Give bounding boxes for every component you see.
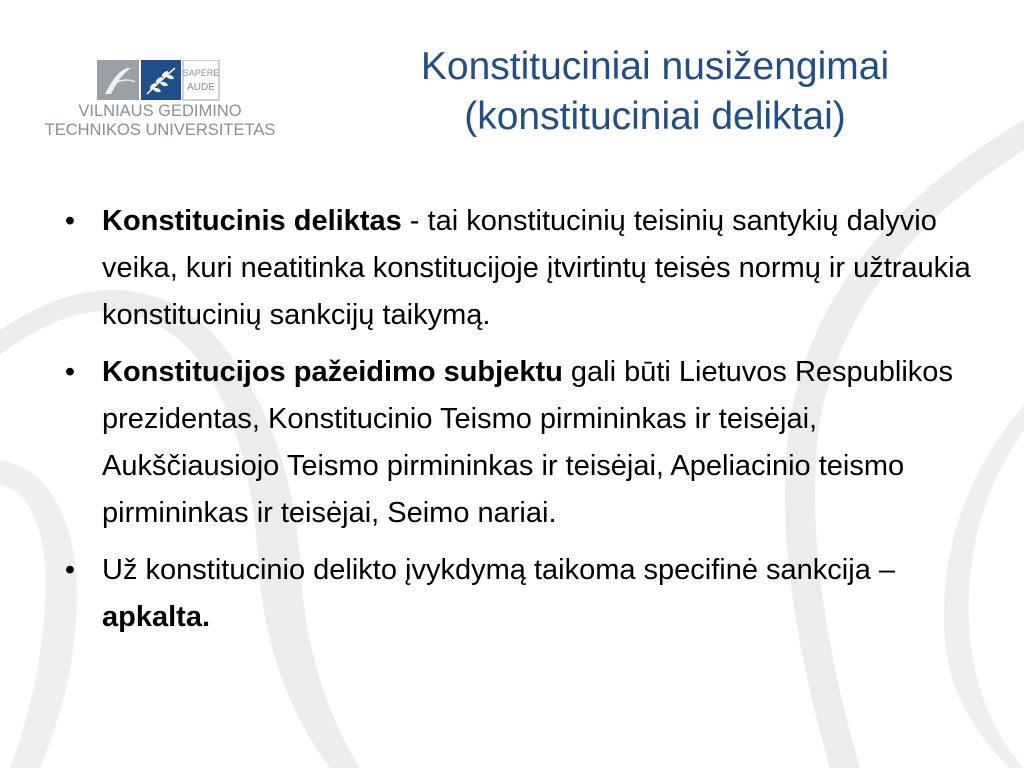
motto-line2: AUDE (187, 82, 215, 93)
bullet-bold-text: apkalta. (102, 601, 210, 633)
bullet-bold-text: Konstitucijos pažeidimo subjektu (102, 356, 563, 388)
bullet-item (58, 547, 973, 641)
university-logo (30, 58, 290, 148)
bullet-text: - tai konstitucinių teisinių santykių dalyvio veika, kuri neatitinka konstitucijoje įtvirtintų teisės normų ir užtraukia konstitucinių sankcijų taikymą. (102, 205, 971, 331)
bullet-text: gali būti Lietuvos Respublikos prezidentas, Konstitucinio Teismo pirmininkas ir teisėjai, Aukščiausiojo Teismo pirmininkas ir teisėjai, Apeliacinio teismo pirmininkas ir teisėjai, Seimo nariai. (102, 356, 953, 529)
title-line1: Konstituciniai nusižengimai (420, 45, 890, 88)
bullet-icon: • (64, 205, 76, 237)
motto-line1: SAPERE (182, 68, 220, 78)
logo-text-line2: TECHNIKOS UNIVERSITETAS (44, 121, 276, 139)
bullet-text: Už konstitucinio delikto įvykdymą taikoma specifinė sankcija – (102, 554, 896, 586)
bullet-icon: • (64, 554, 76, 586)
logo-emblem (97, 60, 253, 102)
title-line2: (konstituciniai deliktai) (464, 95, 846, 138)
bullet-bold-text: Konstitucinis deliktas (102, 205, 402, 237)
logo-text-line1: VILNIAUS GEDIMINO (78, 102, 242, 120)
bullet-icon: • (64, 356, 76, 388)
bullet-item (58, 349, 973, 537)
slide-title (300, 42, 1010, 142)
bullet-list (58, 198, 973, 651)
bullet-item (58, 198, 973, 339)
